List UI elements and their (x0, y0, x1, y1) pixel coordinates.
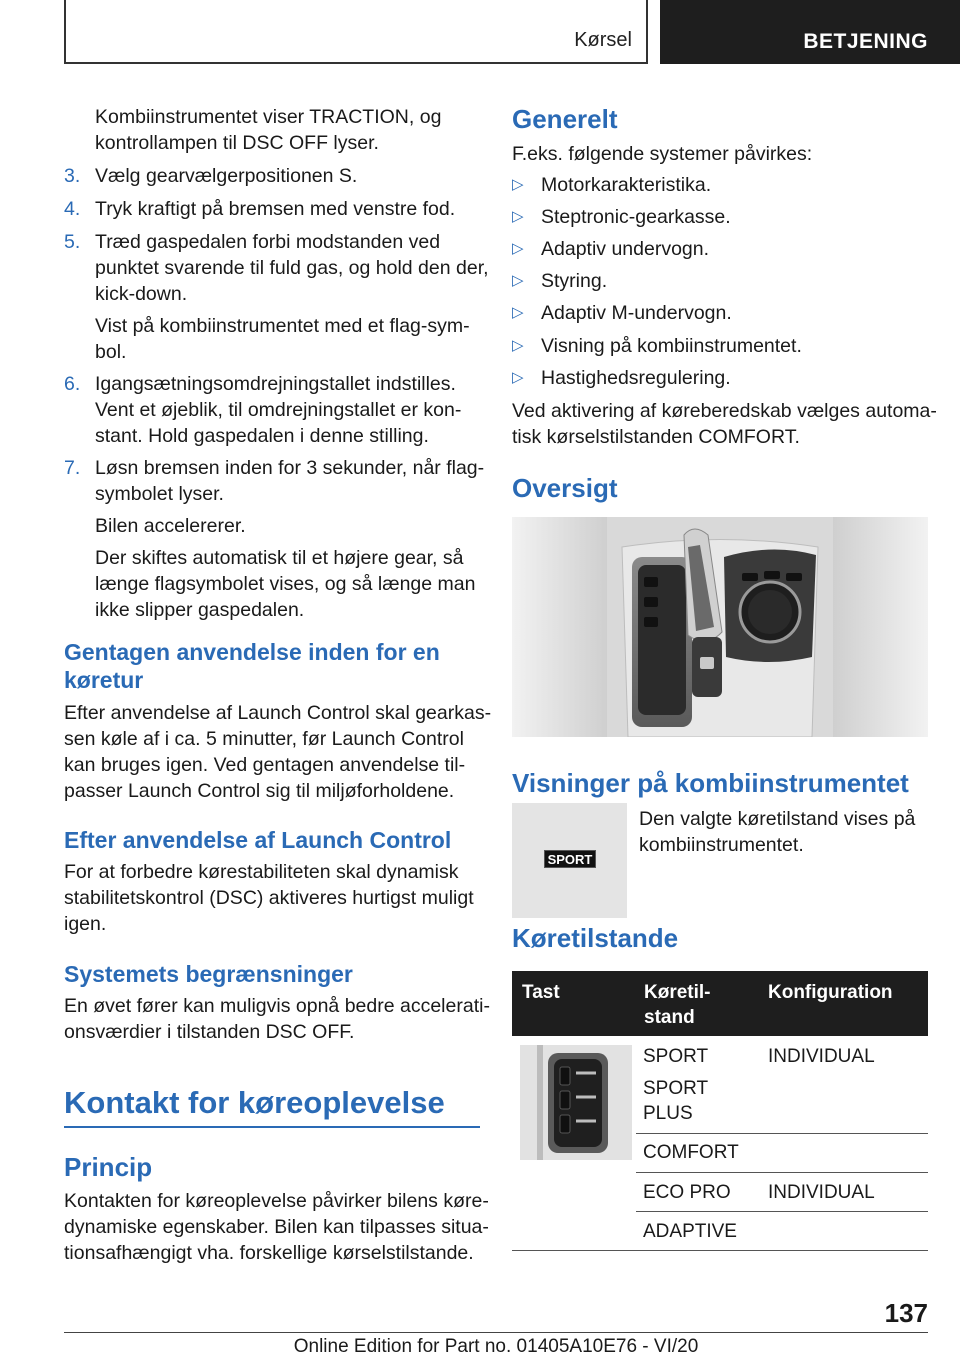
principle-text: tionsafhængigt vha. forskellige kørselstilstande. (64, 1242, 474, 1264)
bullet-triangle-icon: ▷ (512, 176, 524, 193)
intro-line-1: Kombiinstrumentet viser TRACTION, og (95, 106, 442, 128)
table-row-divider (636, 1172, 928, 1173)
table-row-divider (636, 1133, 928, 1134)
bullet-triangle-icon: ▷ (512, 369, 524, 386)
bullet-item: Styring. (541, 270, 608, 292)
step-text: symbolet lyser. (95, 483, 224, 505)
table-cell-config: INDIVIDUAL (768, 1046, 875, 1067)
table-row-divider (636, 1211, 928, 1212)
heading-modes: Køretilstande (512, 923, 679, 953)
console-photo (512, 517, 928, 737)
modes-table-header (512, 971, 928, 1036)
step-text: længe flagsymbolet vises, og så længe man (95, 573, 476, 595)
col-header-config: Konfiguration (768, 982, 893, 1003)
heading-underline (64, 1126, 480, 1128)
sport-mode-indicator: SPORT (544, 850, 596, 868)
bullet-item: Adaptiv undervogn. (541, 238, 710, 260)
step-number: 3. (64, 165, 81, 187)
step-text: Træd gaspedalen forbi modstanden ved (95, 231, 441, 253)
bullet-item: Hastighedsregulering. (541, 367, 731, 389)
step-text: Der skiftes automatisk til et højere gear, så (95, 547, 464, 569)
heading-repeat-line-2: køretur (64, 667, 144, 693)
table-bottom-rule (512, 1250, 928, 1251)
step-number: 6. (64, 373, 81, 395)
limits-text: En øvet fører kan muligvis opnå bedre accelerati- (64, 995, 490, 1017)
footer-rule (64, 1332, 928, 1333)
bullet-triangle-icon: ▷ (512, 304, 524, 321)
bullet-triangle-icon: ▷ (512, 337, 524, 354)
footer-edition: Online Edition for Part no. 01405A10E76 - VI/20 (293, 1336, 699, 1357)
mode-switch-image (520, 1045, 632, 1160)
step-text: kick-down. (95, 283, 188, 305)
after-text: stabilitetskontrol (DSC) aktiveres hurtigst muligt (64, 887, 474, 909)
header-section-box (64, 0, 648, 64)
step-text: Tryk kraftigt på bremsen med venstre fod. (95, 198, 456, 220)
heading-general: Generelt (512, 104, 618, 134)
repeat-text: kan bruges igen. Ved gentagen anvendelse til- (64, 754, 466, 776)
principle-text: dynamiske egenskaber. Bilen kan tilpasses situa- (64, 1216, 489, 1238)
table-cell-mode: SPORT (643, 1046, 709, 1067)
header-section-title: Kørsel (574, 29, 632, 51)
bullet-item: Visning på kombiinstrumentet. (541, 335, 802, 357)
heading-display: Visninger på kombiinstrumentet (512, 768, 909, 798)
console-illustration (512, 517, 928, 737)
display-text: kombiinstrumentet. (639, 834, 804, 856)
step-number: 7. (64, 457, 81, 479)
step-number: 4. (64, 198, 81, 220)
mode-switch-illustration (520, 1045, 632, 1160)
header-chapter-title: BETJENING (803, 30, 928, 53)
repeat-text: Efter anvendelse af Launch Control skal gearkas- (64, 702, 492, 724)
table-cell-mode: SPORT PLUS (643, 1078, 709, 1124)
cluster-display-image (512, 803, 627, 918)
heading-main-switch: Kontakt for køreoplevelse (64, 1085, 445, 1120)
heading-after-launch: Efter anvendelse af Launch Control (64, 827, 452, 853)
heading-principle: Princip (64, 1152, 153, 1182)
after-text: igen. (64, 913, 107, 935)
bullet-triangle-icon: ▷ (512, 240, 524, 257)
step-text: punktet svarende til fuld gas, og hold den der, (95, 257, 489, 279)
bullet-item: Adaptiv M-undervogn. (541, 302, 732, 324)
heading-limits: Systemets begrænsninger (64, 961, 353, 987)
heading-repeat-line-1: Gentagen anvendelse inden for en (64, 639, 440, 665)
after-text: For at forbedre kørestabiliteten skal dynamisk (64, 861, 459, 883)
principle-text: Kontakten for køreoplevelse påvirker bilens køre- (64, 1190, 489, 1212)
general-after-text: tisk kørselstilstanden COMFORT. (512, 426, 800, 448)
step-text: Løsn bremsen inden for 3 sekunder, når flag- (95, 457, 485, 479)
step-text: Vælg gearvælgerpositionen S. (95, 165, 358, 187)
header-chapter-tab (660, 0, 960, 64)
page-number: 137 (884, 1298, 928, 1328)
heading-overview: Oversigt (512, 473, 618, 503)
step-text: Vent et øjeblik, til omdrejningstallet er kon- (95, 399, 462, 421)
table-cell-config: INDIVIDUAL (768, 1182, 875, 1203)
table-cell-mode: ADAPTIVE (643, 1221, 737, 1242)
step-text: Bilen accelererer. (95, 515, 246, 537)
repeat-text: passer Launch Control sig til miljøforholdene. (64, 780, 455, 802)
bullet-triangle-icon: ▷ (512, 208, 524, 225)
limits-text: onsværdier i tilstanden DSC OFF. (64, 1021, 355, 1043)
repeat-text: sen køle af i ca. 5 minutter, før Launch Control (64, 728, 464, 750)
table-cell-mode: COMFORT (643, 1142, 739, 1163)
bullet-item: Motorkarakteristika. (541, 174, 712, 196)
col-header-key: Tast (522, 982, 560, 1003)
step-number: 5. (64, 231, 81, 253)
step-text: Vist på kombiinstrumentet med et flag-sym- (95, 315, 470, 337)
col-header-mode: Køretil- stand (644, 982, 711, 1028)
general-after-text: Ved aktivering af køreberedskab vælges automa- (512, 400, 937, 422)
step-text: ikke slipper gaspedalen. (95, 599, 305, 621)
bullet-item: Steptronic-gearkasse. (541, 206, 731, 228)
step-text: Igangsætningsomdrejningstallet indstilles. (95, 373, 456, 395)
bullet-triangle-icon: ▷ (512, 272, 524, 289)
step-text: bol. (95, 341, 127, 363)
table-cell-mode: ECO PRO (643, 1182, 731, 1203)
step-text: stant. Hold gaspedalen i denne stilling. (95, 425, 429, 447)
intro-line-2: kontrollampen til DSC OFF lyser. (95, 132, 379, 154)
display-text: Den valgte køretilstand vises på (639, 808, 916, 830)
general-intro: F.eks. følgende systemer påvirkes: (512, 143, 813, 165)
